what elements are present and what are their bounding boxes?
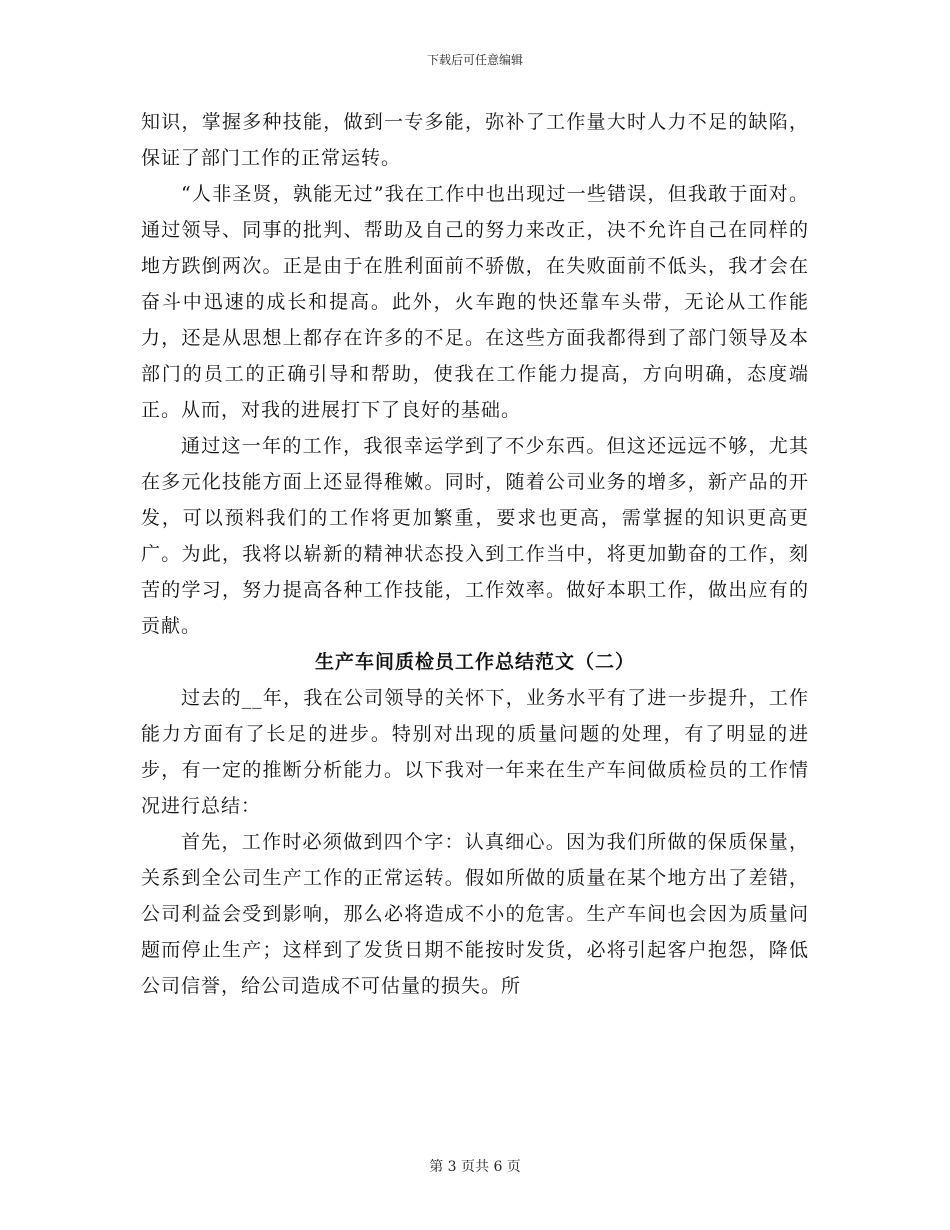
paragraph-first: 首先，工作时必须做到四个字：认真细心。因为我们所做的保质保量，关系到全公司生产工作的正常运转。假如所做的质量在某个地方出了差错，公司利益会受到影响，那么必将造成不小的危害。生产车间也会因为质量问题而停止生产；这样到了发货日期不能按时发货，必将引起客户抱怨，降低公司信誉，给公司造成不可估量的损失。所 bbox=[141, 831, 809, 997]
paragraph-continuation: 知识，掌握多种技能，做到一专多能，弥补了工作量大时人力不足的缺陷，保证了部门工作的正常运转。 bbox=[141, 111, 809, 169]
page-header: 下载后可任意编辑 bbox=[426, 53, 523, 67]
page-footer: 第 3 页共 6 页 bbox=[429, 1159, 521, 1175]
paragraph-learning: 通过这一年的工作，我很幸运学到了不少东西。但这还远远不够，尤其在多元化技能方面上还显得稚嫩。同时，随着公司业务的增多，新产品的开发，可以预料我们的工作将更加繁重，要求也更高，需掌握的知识更高更广。为此，我将以崭新的精神状态投入到工作当中，将更加勤奋的工作，刻苦的学习，努力提高各种工作技能，工作效率。做好本职工作，做出应有的贡献。 bbox=[141, 435, 809, 637]
paragraph-past-year: 过去的__年，我在公司领导的关怀下，业务水平有了进一步提升，工作能力方面有了长足的进步。特别对出现的质量问题的处理，有了明显的进步，有一定的推断分析能力。以下我对一年来在生产车间做质检员的工作情况进行总结： bbox=[141, 687, 809, 817]
document-body bbox=[141, 104, 809, 1004]
section-title: 生产车间质检员工作总结范文（二） bbox=[314, 651, 635, 673]
paragraph-mistakes: “人非圣贤，孰能无过”我在工作中也出现过一些错误，但我敢于面对。通过领导、同事的批判、帮助及自己的努力来改正，决不允许自己在同样的地方跌倒两次。正是由于在胜利面前不骄傲，在失败面前不低头，我才会在奋斗中迅速的成长和提高。此外，火车跑的快还靠车头带，无论从工作能力，还是从思想上都存在许多的不足。在这些方面我都得到了部门领导及本部门的员工的正确引导和帮助，使我在工作能力提高，方向明确，态度端正。从而，对我的进展打下了良好的基础。 bbox=[141, 183, 809, 421]
